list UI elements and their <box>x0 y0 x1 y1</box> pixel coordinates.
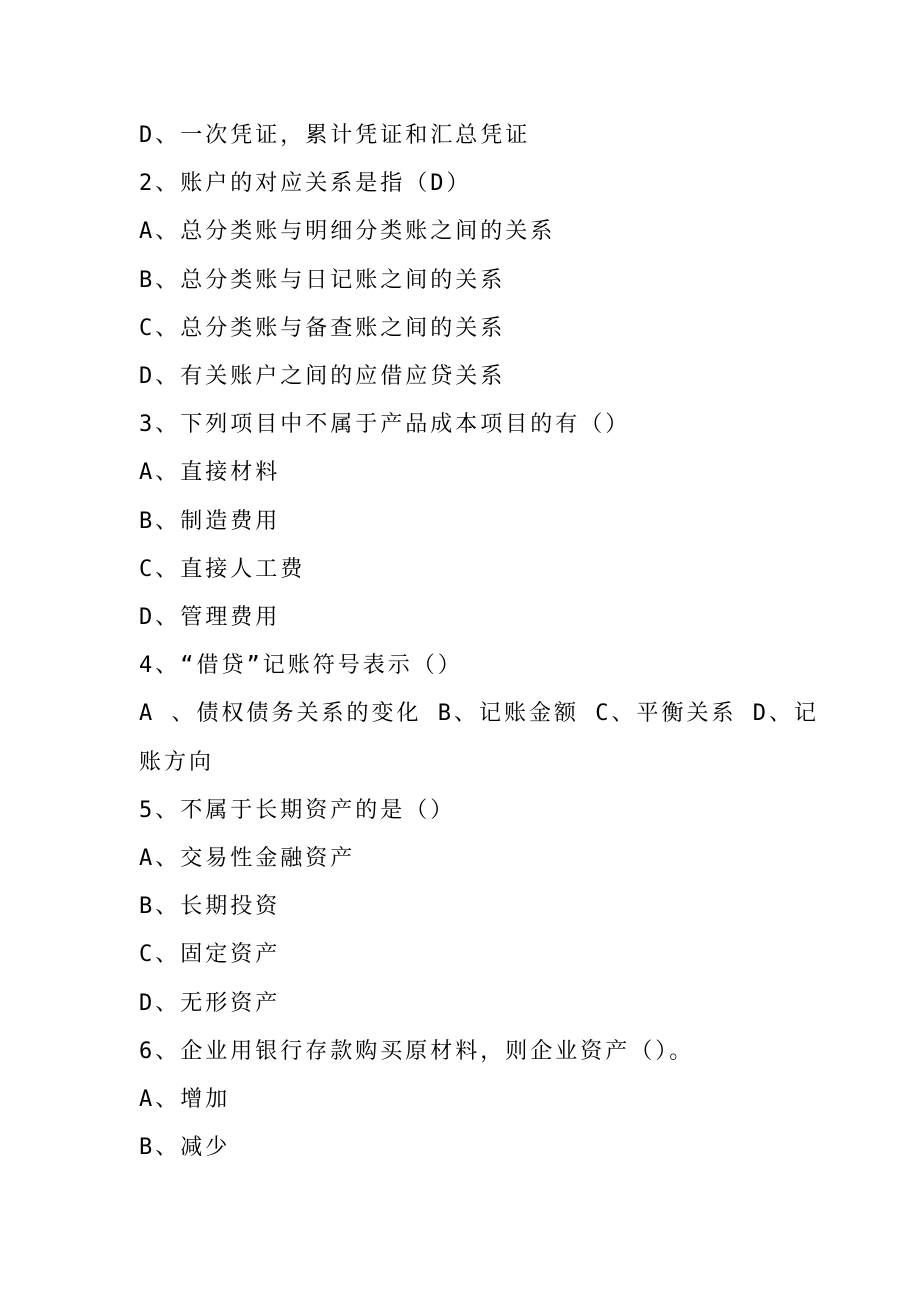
option-line: B、制造费用 <box>139 508 281 534</box>
options-inline-continuation: 账方向 <box>139 749 215 775</box>
option-line: C、固定资产 <box>139 942 281 968</box>
question-line: 2、账户的对应关系是指（D） <box>139 171 472 197</box>
question-line: 4、“借贷”记账符号表示（） <box>139 653 463 679</box>
options-inline-line: A 、债权债务关系的变化 B、记账金额 C、平衡关系 D、记 <box>139 701 819 727</box>
option-line: A、增加 <box>139 1087 231 1113</box>
option-line: A、交易性金融资产 <box>139 846 356 872</box>
option-line: D、有关账户之间的应借应贷关系 <box>139 364 506 390</box>
option-line: B、总分类账与日记账之间的关系 <box>139 267 506 293</box>
option-line: A、直接材料 <box>139 460 281 486</box>
option-line: B、减少 <box>139 1135 231 1161</box>
option-line: A、总分类账与明细分类账之间的关系 <box>139 219 556 245</box>
option-line: D、一次凭证，累计凭证和汇总凭证 <box>139 123 531 148</box>
option-line: D、无形资产 <box>139 990 281 1016</box>
question-line: 5、不属于长期资产的是（） <box>139 797 456 823</box>
option-line: C、总分类账与备查账之间的关系 <box>139 315 506 341</box>
option-line: B、长期投资 <box>139 894 281 920</box>
option-line: D、管理费用 <box>139 605 281 631</box>
option-line: C、直接人工费 <box>139 556 306 582</box>
question-line: 3、下列项目中不属于产品成本项目的有（） <box>139 412 631 438</box>
document-body <box>139 112 819 1172</box>
question-line: 6、企业用银行存款购买原材料，则企业资产（）。 <box>139 1038 695 1064</box>
